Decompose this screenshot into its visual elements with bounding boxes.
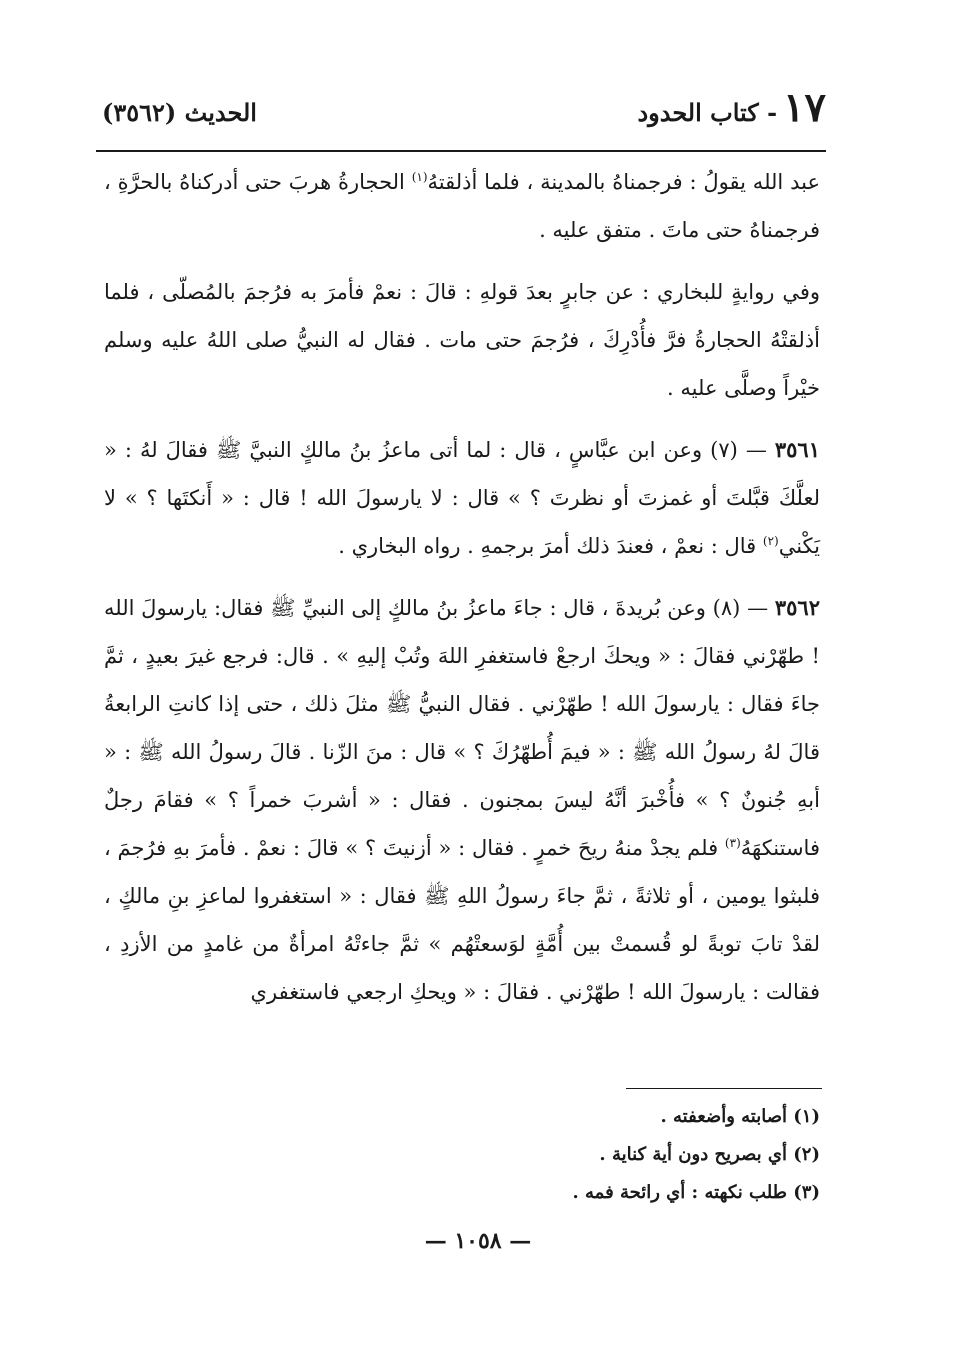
footnote-ref-3: (٣) [724, 836, 741, 850]
footnote-1: (١) أصابته وأضعفته . [660, 1106, 820, 1127]
footnote-2: (٢) أي بصريح دون أية كناية . [599, 1144, 820, 1165]
hadith-range: الحديث (٣٥٦٢) [102, 98, 257, 127]
paragraph-2 [104, 268, 820, 412]
footnotes [220, 1098, 820, 1212]
paragraph-3-text-b: قال : نعمْ ، فعندَ ذلك أمرَ برجمهِ . رواه البخاري . [338, 534, 757, 558]
footnote-ref-1: (١) [411, 170, 428, 184]
paragraph-1-text-a: عبد الله يقولُ : فرجمناهُ بالمدينة ، فلما أذلقتهُ [427, 170, 820, 194]
footnote-divider [626, 1088, 822, 1089]
chapter-title: - كتاب الحدود [637, 98, 778, 127]
header-divider [96, 150, 826, 152]
paragraph-4 [104, 584, 820, 1016]
paragraph-1 [104, 158, 820, 254]
page-number: — ١٠٥٨ — [424, 1228, 532, 1254]
paragraph-2-text: وفي روايةٍ للبخاري : عن جابرٍ بعدَ قولهِ : قالَ : نعمْ فأمرَ به فرُجمَ بالمُصلّى ، فلما أذلقتْهُ الحجارةُ فرَّ فأُدْرِكَ ، فرُجمَ حتى مات . فقال له النبيُّ صلى اللهُ عليه وسلم خيْراً وصلَّى عليه . [104, 280, 820, 400]
chapter-number: ١٧ [783, 84, 826, 131]
paragraph-3-text-a: — (٧) وعن ابن عبَّاسٍ ، قال : لما أتى ماعزُ بنُ مالكٍ النبيَّ ﷺ فقالَ لهُ : « لعلَّكَ قبَّلتَ أو غمزتَ أو نظرتَ ؟ » قال : لا يارسولَ الله ! قال : « أَنكتَها ؟ » لا يَكْني [104, 438, 820, 558]
main-text [104, 158, 820, 1016]
paragraph-4-text-a: — (٨) وعن بُريدةَ ، قال : جاءَ ماعزُ بنُ مالكٍ إلى النبيِّ ﷺ فقال: يارسولَ الله ! طهّرْني فقالَ : « ويحكَ ارجعْ فاستغفرِ اللهَ وتُبْ إليهِ » . قال: فرجع غيرَ بعيدٍ ، ثمَّ جاءَ فقال : يارسولَ الله ! طهّرْني . فقال النبيُّ ﷺ مثلَ ذلك ، حتى إذا كانتِ الرابعةُ قالَ لهُ رسولُ الله ﷺ : « فيمَ أُطهّرُكَ ؟ » قال : منَ الزّنا . قالَ رسولُ الله ﷺ : « أبهِ جُنونٌ ؟ » فأُخْبرَ أنَّهُ ليسَ بمجنون . فقال : « أشربَ خمراً ؟ » فقامَ رجلٌ فاستنكهَهُ [104, 596, 820, 860]
page-header [96, 84, 826, 148]
chapter-heading [637, 84, 826, 131]
footnote-ref-2: (٢) [762, 534, 779, 548]
footnote-3: (٣) طلب نكهته : أي رائحة فمه . [572, 1182, 820, 1203]
hadith-number-3562: ٣٥٦٢ [774, 595, 820, 620]
paragraph-3 [104, 426, 820, 570]
paragraph-4-text-b: فلم يجدْ منهُ ريحَ خمرٍ . فقال : « أزنيتَ ؟ » قالَ : نعمْ . فأمرَ بهِ فرُجمَ ، فلبثوا يومين ، أو ثلاثةً ، ثمَّ جاءَ رسولُ اللهِ ﷺ فقال : « استغفروا لماعزِ بنِ مالكٍ ، لقدْ تابَ توبةً لو قُسمتْ بين أُمَّةٍ لوَسعتْهُم » ثمَّ جاءتْهُ امرأةٌ من غامدٍ من الأزدِ ، فقالت : يارسولَ الله ! طهّرْني . فقالَ : « ويحكِ ارجعي فاستغفري [104, 836, 820, 1004]
paragraph-1-text-b: الحجارةُ هربَ حتى أدركناهُ بالحرَّةِ ، فرجمناهُ حتى ماتَ . متفق عليه . [104, 170, 820, 242]
hadith-number-3561: ٣٥٦١ [774, 437, 820, 462]
